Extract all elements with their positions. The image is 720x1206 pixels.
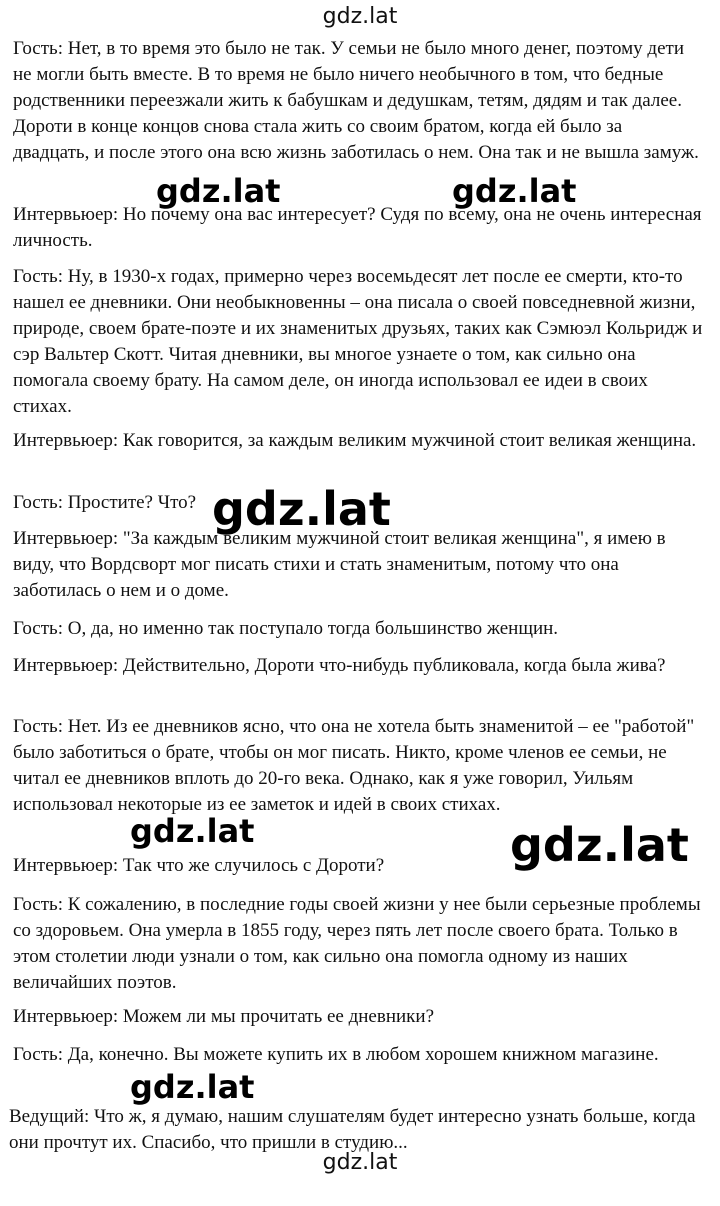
watermark-3: gdz.lat	[212, 482, 391, 536]
paragraph-interviewer-5: Интервьюер: Так что же случилось с Дороти?	[13, 855, 385, 876]
site-footer: gdz.lat	[322, 1150, 398, 1175]
watermark-5: gdz.lat	[510, 818, 689, 872]
paragraph-guest-6: Гость: К сожалению, в последние годы своей жизни у нее были серьезные проблемы со здоровьем. Она умерла в 1855 году, через пять лет после своего брата. Только в этом столетии люди узнали о том, как сильно она помогла одному из наших величайших поэтов.	[13, 894, 701, 993]
paragraph-interviewer-3: Интервьюер: "За каждым великим мужчиной стоит великая женщина", я имею в виду, что Вордсворт мог писать стихи и стать знаменитым, потому что она заботилась о нем и о доме.	[13, 528, 666, 601]
paragraph-interviewer-4: Интервьюер: Действительно, Дороти что-нибудь публиковала, когда была жива?	[13, 655, 666, 676]
watermark-1: gdz.lat	[156, 172, 281, 210]
paragraph-guest-5: Гость: Нет. Из ее дневников ясно, что она не хотела быть знаменитой – ее "работой" было заботиться о брате, чтобы он мог писать. Никто, кроме членов ее семьи, не читал ее дневников вплоть до 20-го века. Однако, как я уже говорил, Уильям использовал некоторые из ее заметок и идей в своих стихах.	[13, 716, 695, 815]
watermark-2: gdz.lat	[452, 172, 577, 210]
watermark-4: gdz.lat	[130, 812, 255, 850]
paragraph-guest-4: Гость: О, да, но именно так поступало тогда большинство женщин.	[13, 618, 559, 639]
paragraph-interviewer-2: Интервьюер: Как говорится, за каждым великим мужчиной стоит великая женщина.	[13, 430, 697, 451]
paragraph-interviewer-6: Интервьюер: Можем ли мы прочитать ее дневники?	[13, 1006, 435, 1027]
paragraph-interviewer-1: Интервьюер: Но почему она вас интересует? Судя по всему, она не очень интересная личность.	[13, 204, 702, 251]
site-header: gdz.lat	[322, 4, 398, 29]
paragraph-guest-1: Гость: Нет, в то время это было не так. У семьи не было много денег, поэтому дети не могли быть вместе. В то время не было ничего необычного в том, что бедные родственники переезжали жить к бабушкам и дедушкам, тетям, дядям и так далее. Дороти в конце концов снова стала жить со своим братом, когда ей было за двадцать, и после этого она всю жизнь заботилась о нем. Она так и не вышла замуж.	[13, 38, 699, 163]
watermark-6: gdz.lat	[130, 1068, 255, 1106]
paragraph-guest-2: Гость: Ну, в 1930-х годах, примерно через восемьдесят лет после ее смерти, кто-то нашел ее дневники. Они необыкновенны – она писала о своей повседневной жизни, природе, своем брате-поэте и их знаменитых друзьях, таких как Сэмюэл Кольридж и сэр Вальтер Скотт. Читая дневники, вы многое узнаете о том, как сильно она помогала своему брату. На самом деле, он иногда использовал ее идеи в своих стихах.	[13, 266, 703, 417]
paragraph-guest-3: Гость: Простите? Что?	[13, 492, 197, 513]
paragraph-host: Ведущий: Что ж, я думаю, нашим слушателям будет интересно узнать больше, когда они прочтут их. Спасибо, что пришли в студию...	[9, 1106, 696, 1153]
paragraph-guest-7: Гость: Да, конечно. Вы можете купить их в любом хорошем книжном магазине.	[13, 1044, 659, 1065]
